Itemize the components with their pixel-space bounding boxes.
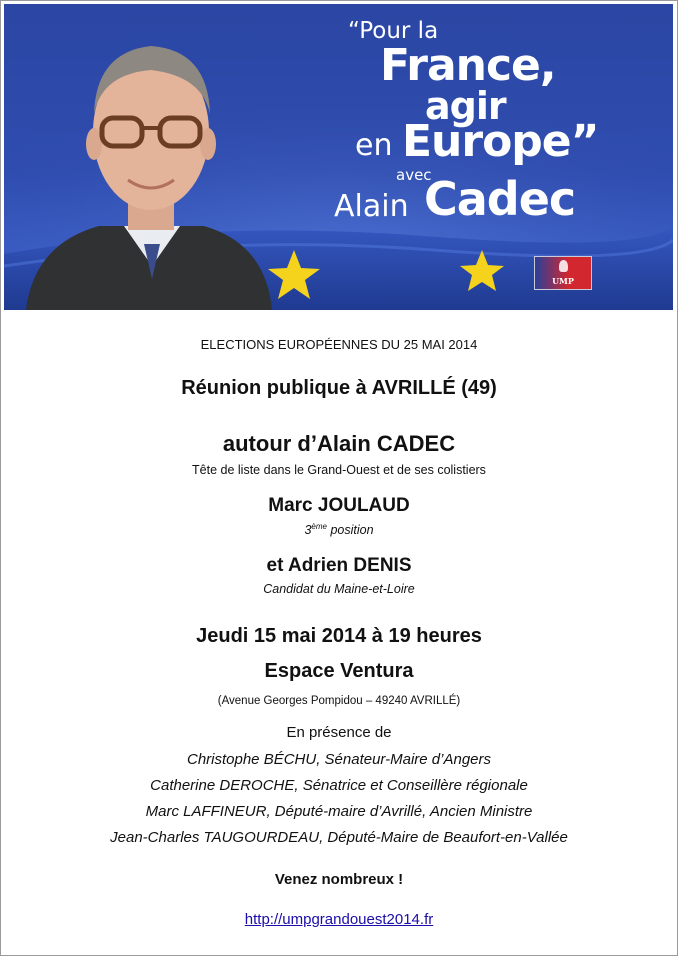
guest-item: Catherine DEROCHE, Sénatrice et Conseillère régionale (150, 777, 528, 794)
tree-icon (559, 260, 568, 272)
slogan-alain: Alain (334, 189, 409, 224)
colistier-marc-position: 3ème position (304, 522, 374, 538)
slogan-france: France, (380, 40, 556, 91)
guest-item: Jean-Charles TAUGOURDEAU, Député-Maire de Beaufort-en-Vallée (110, 829, 568, 846)
event-address: (Avenue Georges Pompidou – 49240 AVRILLÉ) (217, 695, 461, 707)
presence-heading: En présence de (286, 724, 392, 741)
website-link-row (1, 911, 677, 928)
header-banner (4, 4, 673, 310)
slogan-en: en (355, 128, 393, 163)
colistier-adrien-role: Candidat du Maine-et-Loire (263, 582, 415, 596)
event-venue: Espace Ventura (264, 660, 414, 682)
colistier-marc: Marc JOULAUD (268, 495, 410, 516)
event-date: Jeudi 15 mai 2014 à 19 heures (196, 625, 482, 647)
guest-item: Christophe BÉCHU, Sénateur-Maire d’Angers (186, 751, 492, 768)
slogan-pour-la: “Pour la (348, 18, 439, 44)
candidate-role: Tête de liste dans le Grand-Ouest et de ses colistiers (192, 463, 486, 477)
colistier-adrien: et Adrien DENIS (266, 555, 412, 576)
candidate-headline: autour d’Alain CADEC (222, 431, 456, 456)
ump-logo (534, 256, 592, 290)
website-link[interactable]: http://umpgrandouest2014.fr (244, 911, 434, 928)
meeting-title: Réunion publique à AVRILLÉ (49) (181, 377, 497, 399)
slogan-cadec: Cadec (424, 172, 576, 226)
ump-logo-text: UMP (552, 276, 574, 286)
slogan-agir: agir (425, 84, 506, 128)
slogan-avec: avec (396, 166, 432, 184)
call-to-action: Venez nombreux ! (274, 871, 404, 888)
guest-item: Marc LAFFINEUR, Député-maire d’Avrillé, Ancien Ministre (145, 803, 533, 820)
slogan-europe: Europe” (402, 116, 599, 167)
elections-heading: ELECTIONS EUROPÉENNES DU 25 MAI 2014 (200, 337, 478, 352)
